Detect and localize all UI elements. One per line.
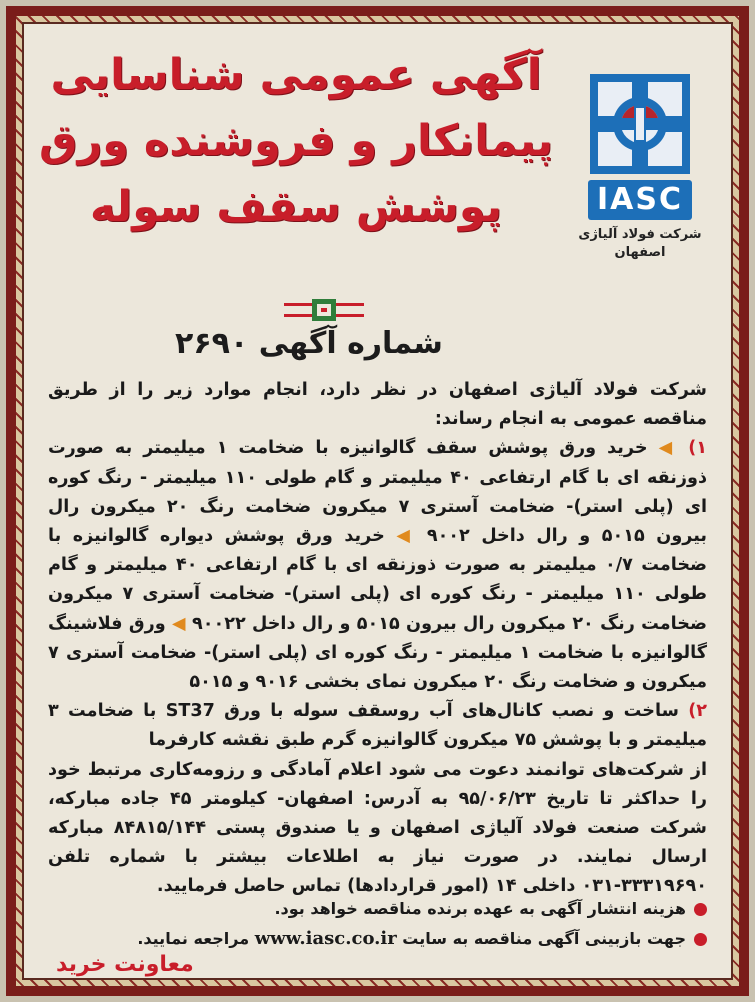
title-line-2: پیمانکار و فروشنده ورق	[39, 116, 553, 166]
website-link[interactable]: www.iasc.co.ir	[254, 928, 397, 949]
ad-body	[48, 376, 707, 902]
notes-list	[48, 894, 707, 954]
item-2	[48, 697, 707, 755]
closing-paragraph: از شرکت‌های توانمند دعوت می شود اعلام آمادگی و رزومه‌کاری مرتبط خود را حداکثر تا تاریخ ۹۵/۰۶/۲۳ به آدرس: اصفهان- کیلومتر ۴۵ جاده مبارکه، شرکت صنعت فولاد آلیاژی اصفهان و یا صندوق پستی ۸۴۸۱۵/۱۴۴ مبارکه ارسال نمایند. در صورت نیاز به اطلاعات بیشتر با شماره تلفن ۳۳۳۱۹۶۹۰-۰۳۱ داخلی ۱۴ (امور قراردادها) تماس حاصل فرمایید.	[48, 759, 707, 897]
note-1: هزینه انتشار آگهی به عهده برنده مناقصه خواهد بود.	[48, 894, 707, 924]
intro-paragraph	[48, 376, 707, 434]
company-name: شرکت فولاد آلیاژی اصفهان	[448, 380, 707, 400]
item-1-number: ۱)	[688, 438, 707, 459]
ad-title	[36, 42, 556, 240]
ornament-divider-icon	[284, 299, 364, 321]
logo-company-name: شرکت فولاد آلیاژی اصفهان	[578, 227, 702, 260]
item-2-text: ساخت و نصب کانال‌های آب روسقف سوله با ورق ST37 با ضخامت ۳ میلیمتر و با پوشش ۷۵ میکرون گالوانیزه گرم طبق نقشه کارفرما	[48, 701, 707, 751]
ad-paper	[22, 22, 733, 980]
item-1-text-c: ورق فلاشینگ گالوانیزه با ضخامت ۱ میلیمتر - رنگ کوره ای (پلی استر)- ضخامت آستری ۷ میکرون و ضخامت رنگ ۲۰ میکرون نمای بخشی ۹۰۱۶ و ۵۰۱۵	[48, 613, 707, 693]
intro-text: در نظر دارد، انجام موارد زیر را از طریق مناقصه عمومی به انجام رساند:	[48, 380, 707, 430]
item-1-text-a: خرید ورق پوشش سقف گالوانیزه با ضخامت ۱ میلیمتر به صورت ذوزنقه ای با گام ارتفاعی ۴۰ میلیمتر و گام طولی ۱۱۰ میلیمتر - رنگ کوره ای (پلی استر)- ضخامت آستری ۷ میکرون ضخامت رنگ ۲۰ میکرون رال بیرون ۵۰۱۵ و رال داخل ۹۰۰۲	[48, 438, 707, 547]
ad-number: شماره آگهی ۲۶۹۰	[175, 326, 443, 361]
bullet-icon	[694, 933, 707, 946]
arrow-left-icon: ◀	[171, 613, 186, 634]
iasc-logo-text: IASC	[588, 180, 692, 220]
note-2: جهت بازبینی آگهی مناقصه به سایت www.iasc.co.ir مراجعه نمایید.	[48, 924, 707, 954]
title-line-3: پوشش سقف سوله	[89, 182, 503, 232]
arrow-left-icon: ◀	[658, 438, 678, 459]
arrow-left-icon: ◀	[396, 526, 416, 547]
company-logo	[575, 74, 705, 262]
iasc-emblem-icon	[590, 74, 690, 174]
bullet-icon	[694, 903, 707, 916]
title-line-1: آگهی عمومی شناسایی	[50, 50, 542, 100]
ad-frame	[6, 6, 749, 996]
signature: معاونت خرید	[56, 952, 194, 977]
item-1-text-b: خرید ورق پوشش دیواره گالوانیزه با ضخامت ۰/۷ میلیمتر به صورت ذوزنقه ای با گام ارتفاعی ۴۰ میلیمتر و گام طولی ۱۱۰ میلیمتر - رنگ کوره ای (پلی استر)- ضخامت آستری ۷ میکرون ضخامت رنگ ۲۰ میکرون رال بیرون ۵۰۱۵ و رال داخل ۹۰۰۲۲	[48, 526, 707, 634]
item-2-number: ۲)	[688, 701, 707, 722]
item-1	[48, 434, 707, 697]
